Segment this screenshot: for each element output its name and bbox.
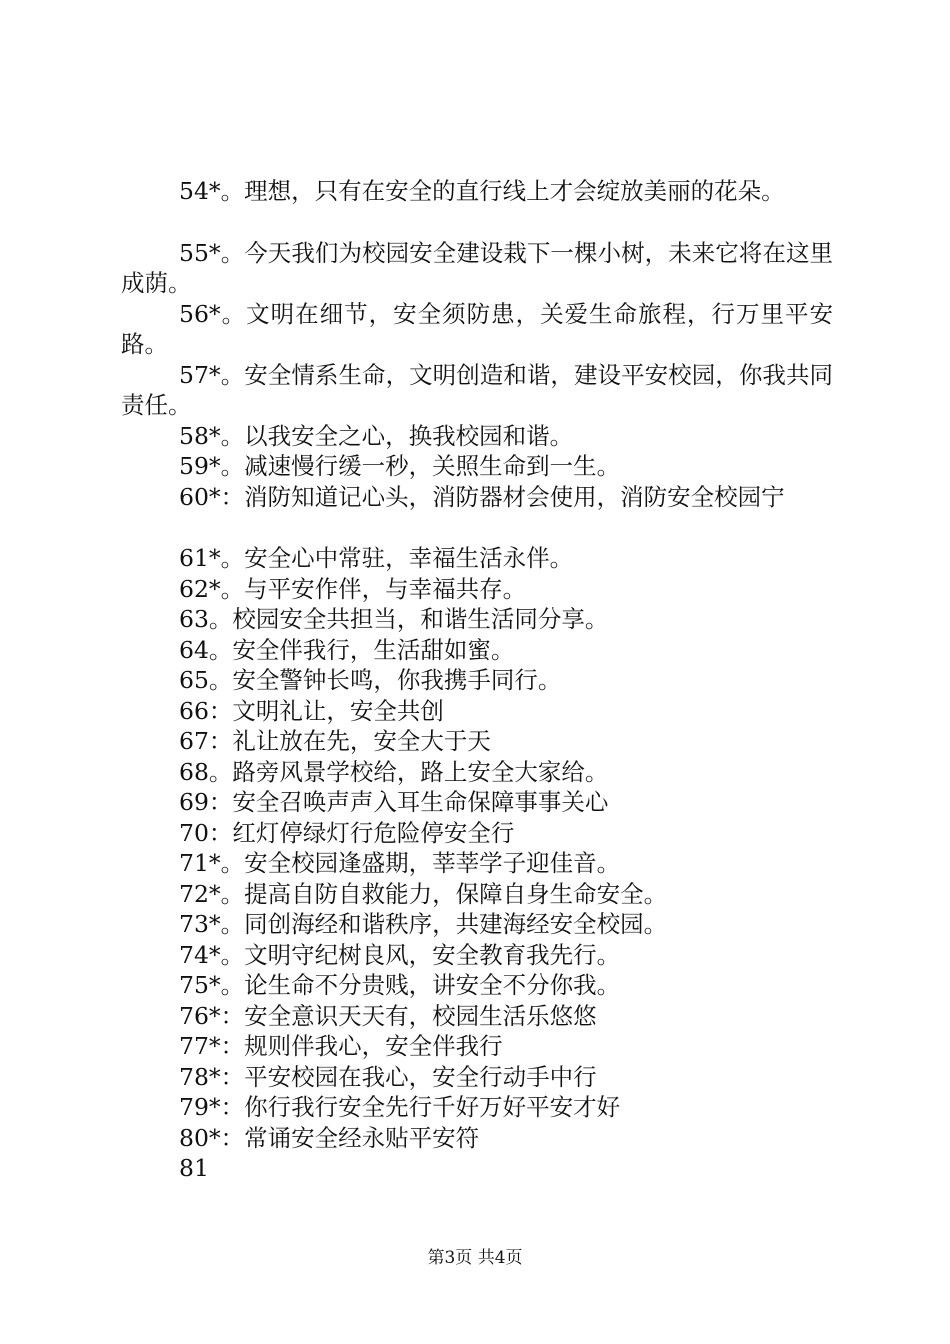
- slogan-63: 63。校园安全共担当，和谐生活同分享。: [179, 605, 609, 633]
- slogan-67: 67：礼让放在先，安全大于天: [179, 727, 491, 755]
- slogan-75: 75*。论生命不分贵贱，讲安全不分你我。: [179, 971, 621, 999]
- slogan-69: 69：安全召唤声声入耳生命保障事事关心: [179, 788, 609, 816]
- slogan-59: 59*。减速慢行缓一秒，关照生命到一生。: [179, 452, 621, 480]
- blank-line: [121, 512, 833, 543]
- document-body: [121, 176, 833, 1184]
- slogan-78: 78*：平安校园在我心，安全行动手中行: [179, 1062, 597, 1091]
- slogan-61: 61*。安全心中常驻，幸福生活永伴。: [179, 544, 574, 572]
- slogan-57: 57*。安全情系生命，文明创造和谐，建设平安校园，你我共同责任。: [121, 360, 833, 419]
- slogan-73: 73*。同创海经和谐秩序，共建海经安全校园。: [179, 910, 668, 938]
- slogan-81: 81: [179, 1154, 209, 1182]
- page-number-footer: 第3页 共4页: [427, 1248, 523, 1268]
- slogan-66: 66：文明礼让，安全共创: [179, 696, 444, 725]
- slogan-70: 70：红灯停绿灯行危险停安全行: [179, 818, 515, 847]
- slogan-72: 72*。提高自防自救能力，保障自身生命安全。: [179, 879, 668, 908]
- slogan-79: 79*：你行我行安全先行千好万好平安才好: [179, 1093, 621, 1121]
- slogan-58: 58*。以我安全之心，换我校园和谐。: [179, 421, 574, 450]
- slogan-55: 55*。今天我们为校园安全建设栽下一棵小树，未来它将在这里成荫。: [121, 238, 833, 297]
- slogan-80: 80*：常诵安全经永贴平安符: [179, 1123, 480, 1152]
- slogan-76: 76*：安全意识天天有，校园生活乐悠悠: [179, 1001, 597, 1030]
- slogan-68: 68。路旁风景学校给，路上安全大家给。: [179, 757, 609, 786]
- slogan-62: 62*。与平安作伴，与幸福共存。: [179, 574, 527, 603]
- slogan-65: 65。安全警钟长鸣，你我携手同行。: [179, 666, 562, 694]
- slogan-60: 60*：消防知道记心头，消防器材会使用，消防安全校园宁: [179, 482, 785, 511]
- slogan-54: 54*。理想，只有在安全的直行线上才会绽放美丽的花朵。: [179, 177, 785, 205]
- slogan-77: 77*：规则伴我心，安全伴我行: [179, 1032, 503, 1060]
- slogan-71: 71*。安全校园逢盛期，莘莘学子迎佳音。: [179, 849, 621, 877]
- slogan-74: 74*。文明守纪树良风，安全教育我先行。: [179, 940, 621, 969]
- blank-line: [121, 207, 833, 238]
- slogan-56: 56*。文明在细节，安全须防患，关爱生命旅程，行万里平安路。: [121, 299, 833, 358]
- slogan-64: 64。安全伴我行，生活甜如蜜。: [179, 635, 515, 664]
